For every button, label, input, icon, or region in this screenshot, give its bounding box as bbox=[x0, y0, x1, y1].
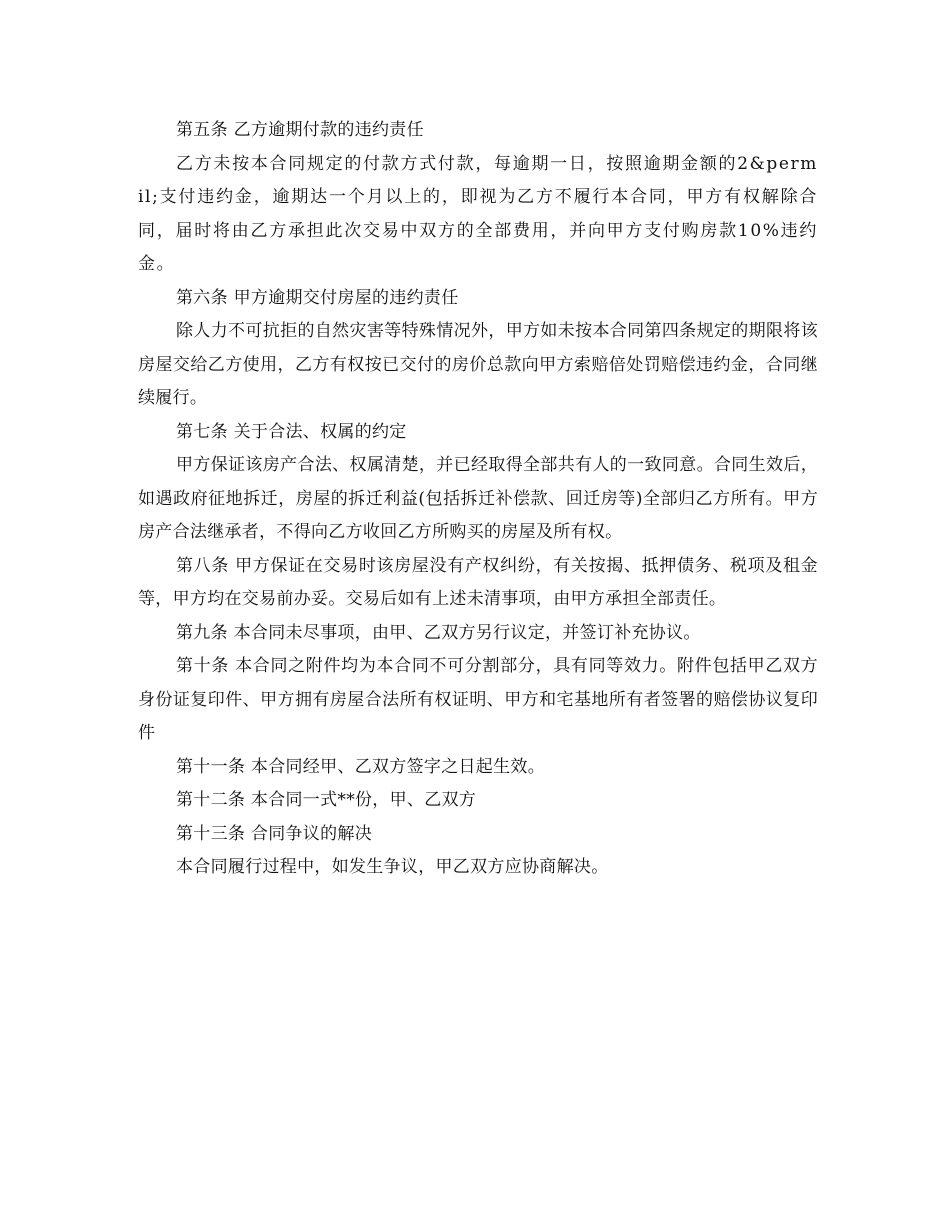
article-5-body: 乙方未按本合同规定的付款方式付款，每逾期一日，按照逾期金额的2&permil;支付违约金，逾期达一个月以上的，即视为乙方不履行本合同，甲方有权解除合同，届时将由乙方承担此次交易中双方的全部费用，并向甲方支付购房款10%违约金。 bbox=[138, 153, 818, 274]
article-6-body: 除人力不可抗拒的自然灾害等特殊情况外，甲方如未按本合同第四条规定的期限将该房屋交给乙方使用，乙方有权按已交付的房价总款向甲方索赔倍处罚赔偿违约金，合同继续履行。 bbox=[138, 321, 818, 408]
article-9: 第九条 本合同未尽事项，由甲、乙双方另行议定，并签订补充协议。 bbox=[176, 622, 701, 643]
article-8: 第八条 甲方保证在交易时该房屋没有产权纠纷，有关按揭、抵押债务、税项及租金等，甲方均在交易前办妥。交易后如有上述未清事项，由甲方承担全部责任。 bbox=[138, 555, 818, 609]
article-5-title: 第五条 乙方逾期付款的违约责任 bbox=[176, 120, 424, 140]
article-12: 第十二条 本合同一式**份，甲、乙双方 bbox=[176, 790, 477, 810]
article-10: 第十条 本合同之附件均为本合同不可分割部分，具有同等效力。附件包括甲乙双方身份证复印件、甲方拥有房屋合法所有权证明、甲方和宅基地所有者签署的赔偿协议复印件 bbox=[138, 656, 818, 743]
contract-body bbox=[138, 114, 818, 885]
article-7-body: 甲方保证该房产合法、权属清楚，并已经取得全部共有人的一致同意。合同生效后，如遇政府征地拆迁，房屋的拆迁利益(包括拆迁补偿款、回迁房等)全部归乙方所有。甲方房产合法继承者，不得向乙方收回乙方所购买的房屋及所有权。 bbox=[138, 455, 818, 542]
article-6-title: 第六条 甲方逾期交付房屋的违约责任 bbox=[176, 287, 459, 308]
article-7-title: 第七条 关于合法、权属的约定 bbox=[176, 421, 407, 442]
article-13-body: 本合同履行过程中，如发生争议，甲乙双方应协商解决。 bbox=[176, 857, 609, 877]
article-11: 第十一条 本合同经甲、乙双方签字之日起生效。 bbox=[176, 756, 546, 777]
article-13-title: 第十三条 合同争议的解决 bbox=[176, 823, 373, 844]
